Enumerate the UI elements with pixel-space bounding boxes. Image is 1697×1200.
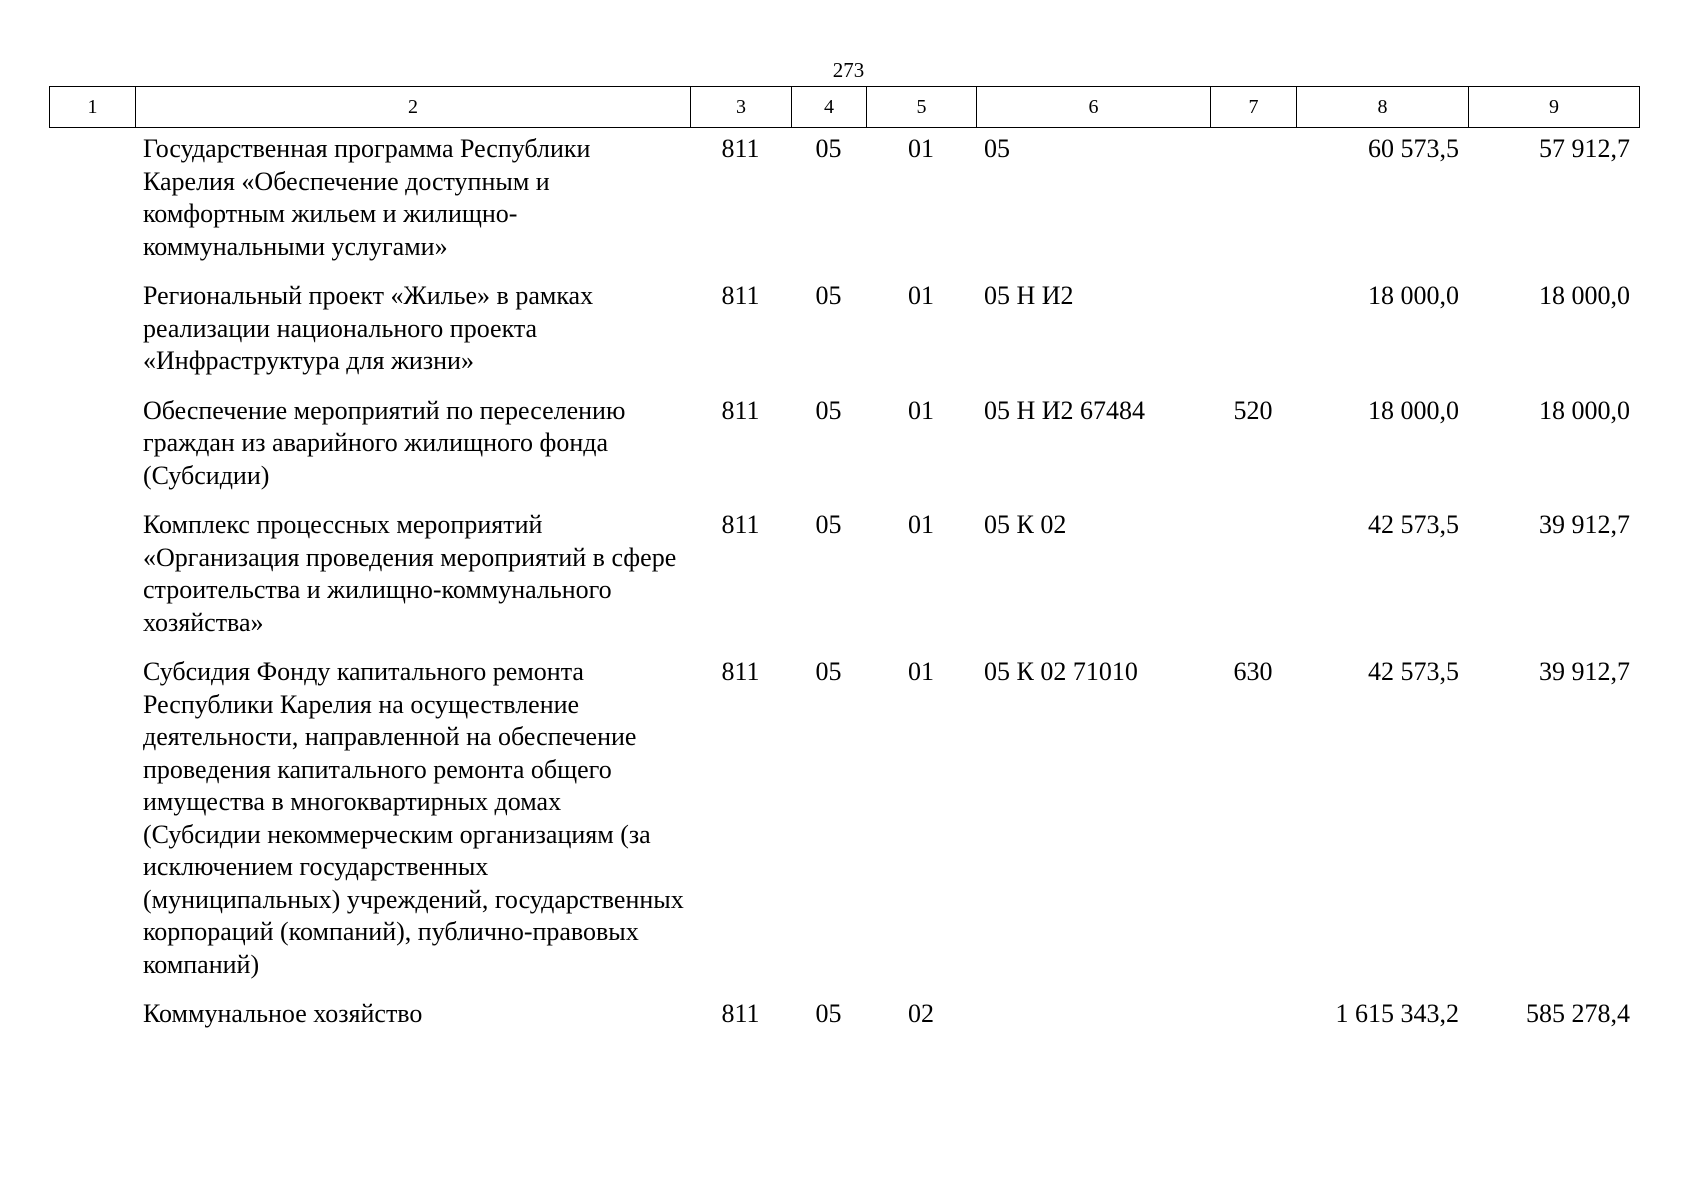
cell-amount-8: 18 000,0 xyxy=(1368,395,1459,425)
cell-amount-9: 18 000,0 xyxy=(1539,281,1630,310)
cell-target-article: 05 xyxy=(984,134,1010,163)
cell-col1 xyxy=(49,656,135,998)
cell-expense-type: 630 xyxy=(1233,657,1273,686)
table-row xyxy=(49,280,1639,395)
cell-target-article: 05 Н И2 xyxy=(984,281,1074,310)
column-header-6: 6 xyxy=(977,87,1211,128)
table-row xyxy=(49,998,1639,1048)
cell-subsection: 01 xyxy=(908,134,934,163)
cell-target-article: 05 К 02 71010 xyxy=(984,657,1138,686)
column-header-2: 2 xyxy=(136,87,691,128)
column-header-8: 8 xyxy=(1297,87,1469,128)
table-row xyxy=(49,509,1639,656)
cell-col1 xyxy=(49,998,135,1048)
cell-amount-9: 39 912,7 xyxy=(1539,510,1630,539)
cell-target-article: 05 К 02 xyxy=(984,510,1067,539)
cell-amount-9: 585 278,4 xyxy=(1526,999,1630,1028)
cell-name: Коммунальное хозяйство xyxy=(143,999,423,1028)
cell-expense-type xyxy=(1210,998,1296,1048)
cell-section: 05 xyxy=(815,999,842,1028)
page-number: 273 xyxy=(832,58,865,82)
cell-target-article xyxy=(976,998,1210,1048)
cell-name: Комплекс процессных мероприятий «Организация проведения мероприятий в сфере строительства и жилищно-коммунального хозяйства» xyxy=(143,510,677,637)
cell-amount-9: 57 912,7 xyxy=(1539,134,1630,163)
cell-amount-8: 42 573,5 xyxy=(1368,510,1459,539)
column-header-table xyxy=(49,86,1640,128)
cell-subsection: 01 xyxy=(908,281,934,310)
column-header-5: 5 xyxy=(867,87,977,128)
cell-expense-type xyxy=(1210,280,1296,395)
cell-target-article: 05 Н И2 67484 xyxy=(984,395,1146,425)
column-header-3: 3 xyxy=(691,87,792,128)
table-row xyxy=(49,395,1639,510)
column-header-4: 4 xyxy=(792,87,867,128)
column-header-1: 1 xyxy=(50,87,136,128)
cell-amount-8: 60 573,5 xyxy=(1368,134,1459,163)
table-row xyxy=(49,656,1639,998)
cell-col1 xyxy=(49,133,135,280)
cell-subsection: 01 xyxy=(908,395,934,425)
cell-name: Субсидия Фонду капитального ремонта Республики Карелия на осуществление деятельности, направленной на обеспечение проведения капитального ремонта общего имущества в многоквартирных домах (Субсидии некоммерческим организациям (за исключением государственных (муниципальных) учреждений, государственных корпораций (компаний), публично-правовых компаний) xyxy=(143,657,684,979)
cell-expense-type xyxy=(1210,133,1296,280)
column-header-row xyxy=(50,87,1640,128)
cell-admin-code: 811 xyxy=(721,134,760,163)
cell-col1 xyxy=(49,509,135,656)
cell-section: 05 xyxy=(815,395,842,425)
cell-subsection: 01 xyxy=(908,657,934,686)
cell-section: 05 xyxy=(815,134,842,163)
cell-expense-type xyxy=(1210,509,1296,656)
cell-col1 xyxy=(49,395,135,510)
cell-amount-9: 39 912,7 xyxy=(1539,657,1630,686)
budget-table xyxy=(49,133,1639,1048)
cell-section: 05 xyxy=(815,510,842,539)
cell-admin-code: 811 xyxy=(721,395,760,425)
cell-admin-code: 811 xyxy=(721,510,760,539)
cell-amount-9: 18 000,0 xyxy=(1539,395,1630,425)
table-row xyxy=(49,133,1639,280)
cell-amount-8: 42 573,5 xyxy=(1368,657,1459,686)
cell-admin-code: 811 xyxy=(721,281,760,310)
cell-col1 xyxy=(49,280,135,395)
cell-admin-code: 811 xyxy=(721,999,760,1028)
cell-subsection: 01 xyxy=(908,510,934,539)
cell-admin-code: 811 xyxy=(721,657,760,686)
column-header-9: 9 xyxy=(1469,87,1640,128)
cell-subsection: 02 xyxy=(908,999,934,1028)
cell-expense-type: 520 xyxy=(1233,395,1273,425)
cell-name: Региональный проект «Жилье» в рамках реализации национального проекта «Инфраструктура для жизни» xyxy=(143,281,594,375)
cell-section: 05 xyxy=(815,657,842,686)
cell-section: 05 xyxy=(815,281,842,310)
cell-name: Государственная программа Республики Карелия «Обеспечение доступным и комфортным жильем и жилищно-коммунальными услугами» xyxy=(143,134,591,261)
column-header-7: 7 xyxy=(1211,87,1297,128)
cell-name: Обеспечение мероприятий по переселению граждан из аварийного жилищного фонда (Субсидии) xyxy=(143,395,626,490)
cell-amount-8: 1 615 343,2 xyxy=(1335,999,1459,1028)
cell-amount-8: 18 000,0 xyxy=(1368,281,1459,310)
